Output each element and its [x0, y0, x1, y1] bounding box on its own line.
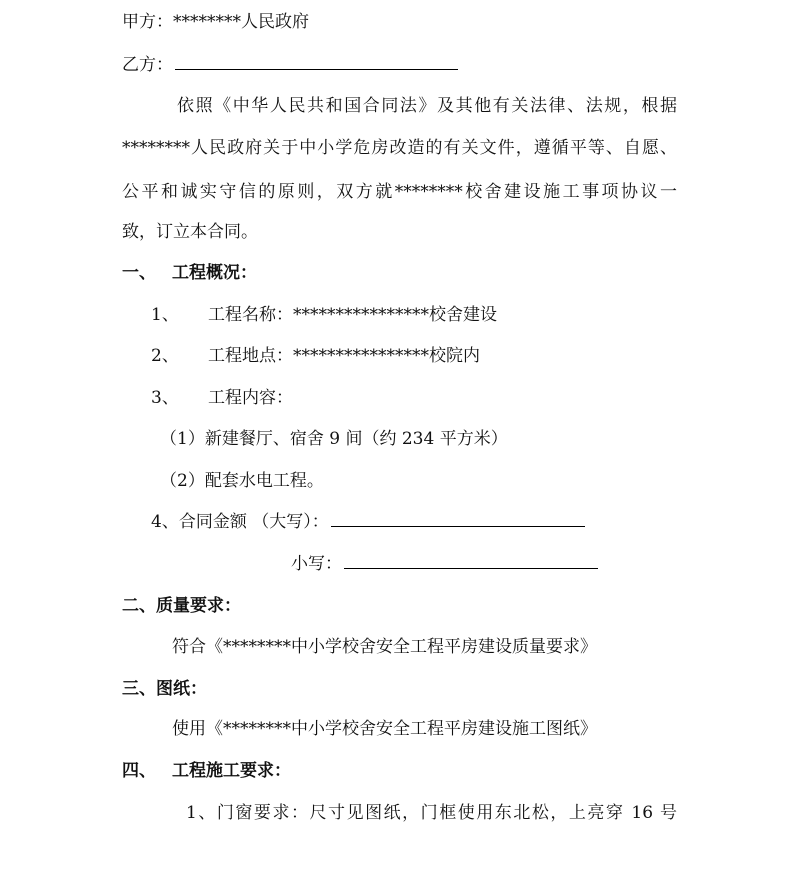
contract-amount-label: 4、合同金额 （大写）： [151, 512, 329, 532]
section-1-item-2-number: 2、 [151, 346, 179, 366]
contract-amount-small-label: 小写： [291, 554, 342, 574]
section-3-heading: 三、图纸： [122, 679, 207, 699]
section-1-number: 一、 [122, 263, 156, 283]
section-2-heading: 二、质量要求： [122, 596, 241, 616]
section-1-item-3-text: 工程内容： [208, 388, 293, 408]
party-a-label: 甲方： [122, 12, 173, 32]
section-4-item-1: 1、门窗要求：尺寸见图纸，门框使用东北松，上亮穿 16 号 [186, 803, 677, 823]
section-3-text: 使用《********中小学校舍安全工程平房建设施工图纸》 [172, 719, 597, 739]
section-1-item-1-number: 1、 [151, 305, 179, 325]
contract-amount-capital-blank [331, 512, 585, 527]
section-4-number: 四、 [122, 761, 156, 781]
party-b-blank [175, 55, 458, 70]
intro-line-3: 公平和诚实守信的原则，双方就********校舍建设施工事项协议一 [122, 182, 677, 202]
section-1-item-2-text: 工程地点：****************校院内 [208, 346, 480, 366]
section-1-item-1-text: 工程名称：****************校舍建设 [208, 305, 497, 325]
section-1-item-3-number: 3、 [151, 388, 179, 408]
contract-amount-line [151, 512, 585, 532]
party-a-value: ********人民政府 [173, 12, 309, 32]
content-item-2: （2）配套水电工程。 [160, 471, 324, 491]
section-1-title: 工程概况： [172, 263, 257, 283]
content-item-1: （1）新建餐厅、宿舍 9 间（约 234 平方米） [160, 429, 508, 449]
contract-amount-small-line [291, 554, 598, 574]
party-b-label: 乙方： [122, 55, 173, 75]
party-b-line [122, 55, 458, 75]
contract-amount-small-blank [344, 554, 598, 569]
section-4-title: 工程施工要求： [172, 761, 291, 781]
section-1-heading [122, 263, 257, 283]
party-a-line [122, 12, 309, 32]
intro-line-2: ********人民政府关于中小学危房改造的有关文件，遵循平等、自愿、 [122, 138, 677, 158]
intro-line-1: 依照《中华人民共和国合同法》及其他有关法律、法规，根据 [177, 96, 677, 116]
section-4-heading [122, 761, 291, 781]
intro-line-4: 致，订立本合同。 [122, 222, 258, 242]
section-2-text: 符合《********中小学校舍安全工程平房建设质量要求》 [172, 637, 597, 657]
